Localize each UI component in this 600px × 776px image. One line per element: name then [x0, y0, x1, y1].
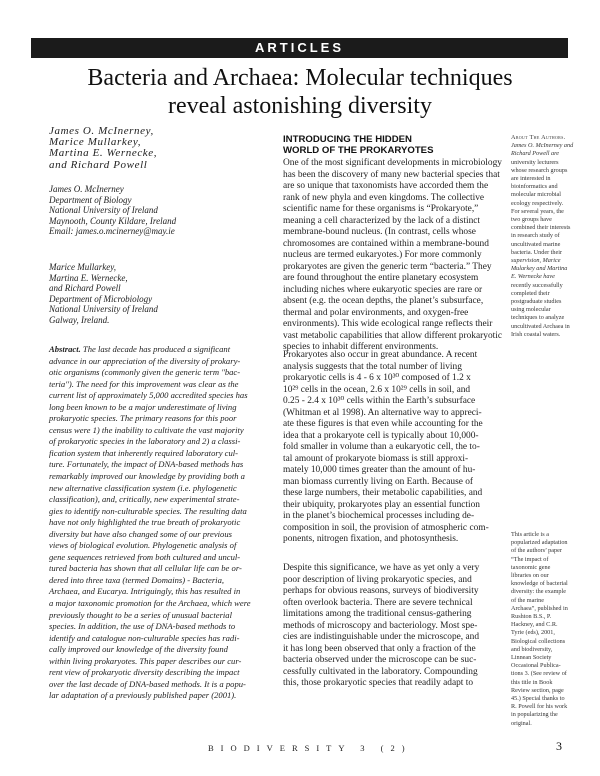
- body-line: this, those prokaryotic species that readily adapt to: [283, 678, 474, 688]
- body-line: 10²⁹ cells in the ocean, 2.6 x 10²⁹ cells in soil, and: [283, 384, 471, 395]
- abstract-line: ture. Fortunately, the impact of DNA-based methods has: [49, 459, 244, 470]
- source-line: tions 3. (See review of: [511, 670, 567, 678]
- abstract-line: current list of approximately 5,000 accredited species has: [49, 390, 248, 401]
- about-line: uncultivated Archaea in: [511, 322, 570, 330]
- email-address[interactable]: Email: james.o.mcinerney@may.ie: [49, 226, 175, 237]
- body-line: chromosomes are contained within a membrane-bound: [283, 238, 489, 249]
- abstract-line: long been known to be a major underestimate of living: [49, 401, 237, 412]
- abstract-line: have not only highlighted the true breath of prokaryotic: [49, 517, 241, 528]
- body-line: 0.25 - 2.4 x 10³⁰ cells within the Earth’s subsurface: [283, 396, 476, 406]
- body-line: man biomass currently living on Earth. Because of: [283, 476, 474, 487]
- article-title: [40, 64, 560, 120]
- about-line: uncultivated marine: [511, 240, 561, 248]
- abstract-line: species. In addition, the use of DNA-based methods to: [49, 621, 236, 632]
- about-label: About The Authors.: [511, 134, 566, 141]
- author-line: and Richard Powell: [49, 158, 148, 171]
- abstract-line: over the last decade of DNA-based methods. It is a popu-: [49, 678, 246, 689]
- affiliation-line: James O. McInerney: [49, 184, 124, 194]
- abstract-line: views of biological evolution. Phylogenetic analysis of: [49, 540, 237, 551]
- source-line: 45.) Special thanks to: [511, 695, 565, 703]
- source-line: Archaea”, published in: [511, 604, 568, 612]
- about-line: are interested in: [511, 175, 551, 183]
- abstract-line: Archaea, and Eucarya. Intriguingly, this has resulted in: [49, 586, 241, 597]
- abstract-line: of prokaryotic species in the laboratory and 2) a classi-: [49, 436, 241, 447]
- affiliation-line: Department of Microbiology: [49, 293, 153, 304]
- heading-line: INTRODUCING THE HIDDEN: [283, 134, 412, 145]
- source-line: knowledge of bacterial: [511, 580, 568, 588]
- body-paragraph-2: [283, 350, 505, 546]
- abstract-line: prokaryotic species. The primary reasons for this poor: [49, 413, 237, 424]
- author-list: [49, 126, 263, 171]
- about-the-authors-sidebar: [511, 134, 579, 339]
- body-line: mately 10,000 times greater than the amount of hu-: [283, 465, 476, 475]
- body-line: absent (e.g. the ocean depths, the planet’s subsurface,: [283, 296, 484, 306]
- source-line: “The impact of: [511, 555, 549, 563]
- source-line: and biodiversity,: [511, 645, 553, 653]
- body-line: their ubiquity, prokaryotes play an essential function: [283, 499, 480, 510]
- about-line: combined their interests: [511, 224, 571, 232]
- body-line: rank of new phyla and even kingdoms. The collective: [283, 192, 485, 203]
- source-line: Linnean Society: [511, 654, 552, 662]
- abstract-line: within living prokaryotes. This paper describes our cur-: [49, 655, 242, 666]
- affiliation-line: National University of Ireland: [49, 304, 158, 315]
- abstract-label: Abstract.: [49, 344, 81, 354]
- source-line: of the marine: [511, 596, 544, 604]
- body-line: these large numbers, their metabolic capabilities, and: [283, 488, 483, 498]
- about-line: postgraduate studies: [511, 298, 562, 306]
- affiliation-line: National University of Ireland: [49, 205, 158, 216]
- about-line: molecular microbial: [511, 191, 561, 199]
- body-line: species to inhabit different environments.: [283, 342, 439, 352]
- source-line: taxonomic gene: [511, 563, 551, 571]
- source-line: Review section, page: [511, 686, 564, 694]
- about-line: Irish coastal waters.: [511, 330, 561, 338]
- abstract-line: gies to identify non-culturable species. The resulting data: [49, 505, 247, 516]
- about-line: James O. McInerney and: [511, 142, 574, 150]
- about-line: two groups have: [511, 216, 552, 224]
- about-line: bacteria. Under their: [511, 248, 563, 256]
- body-line: in the planet’s biochemical processes including de-: [283, 511, 475, 521]
- body-line: methods of microscopy and bacteriology. Most spe-: [283, 620, 478, 631]
- body-line: Prokaryotes also occur in great abundance. A recent: [283, 350, 478, 360]
- body-line: including niches where eukaryotic species are rare or: [283, 284, 483, 295]
- body-line: has been the discovery of many new bacterial species that: [283, 169, 500, 180]
- body-line: limitations among the traditional census-gathering: [283, 609, 472, 619]
- source-line: libraries on our: [511, 572, 549, 580]
- abstract-line: cally improved our knowledge of the diversity found: [49, 644, 228, 655]
- about-line: E. Wernecke have: [511, 273, 555, 281]
- abstract-line: census were 1) the inability to cultivate the vast majority: [49, 424, 244, 435]
- abstract-line: gene sequences retrieved from both cultured and uncul-: [49, 551, 241, 562]
- abstract-text: The last decade has produced a significant: [80, 344, 231, 354]
- body-paragraph-3: [283, 563, 505, 690]
- body-line: often overlook bacteria. There are severe technical: [283, 597, 473, 608]
- page-number: 3: [556, 739, 562, 753]
- affiliation-line: Galway, Ireland.: [49, 314, 110, 325]
- about-line: For several years, the: [511, 207, 564, 215]
- abstract-line: rent view of prokaryotic diversity describing the impact: [49, 667, 240, 678]
- source-line: This article is a: [511, 531, 549, 538]
- source-line: in popularizing the: [511, 711, 558, 719]
- body-line: prokaryotic cells is 4 - 6 x 10³⁰ composed of 1.2 x: [283, 373, 471, 383]
- affiliation-line: Marice Mullarkey,: [49, 262, 116, 272]
- body-line: tal amount of prokaryote biomass is still approxi-: [283, 453, 469, 464]
- abstract-line: new alternative classification system (i.e. phylogenetic: [49, 482, 237, 493]
- section-heading: [283, 134, 503, 156]
- about-line: Richard Powell are: [511, 150, 560, 158]
- about-line: ecology respectively.: [511, 199, 564, 207]
- body-line: (Whitman et al 1998). An alternative way to appreci-: [283, 407, 482, 418]
- body-line: vast metabolic capabilities that allow different prokaryotic: [283, 330, 503, 341]
- body-line: are so unique that taxonomists have accorded them the: [283, 181, 489, 191]
- source-line: Occasional Publica-: [511, 662, 561, 670]
- abstract-line: remarkably improved our knowledge by providing both a: [49, 471, 245, 482]
- abstract-line: tured bacteria has shown that all cellular life can be or-: [49, 563, 242, 574]
- source-line: original.: [511, 719, 532, 727]
- abstract-line: [49, 344, 267, 356]
- source-line: Tyrie (eds), 2001,: [511, 629, 555, 637]
- affiliation-maynooth: [49, 184, 263, 237]
- source-line: this title in Book: [511, 678, 553, 686]
- heading-line: WORLD OF THE PROKARYOTES: [283, 145, 434, 156]
- body-line: perhaps for obvious reasons, surveys of biodiversity: [283, 586, 479, 596]
- affiliation-line: Martina E. Wernecke,: [49, 272, 128, 283]
- about-line: whose research groups: [511, 166, 568, 174]
- about-line: using molecular: [511, 306, 551, 314]
- source-line: Rushton B.S., P.: [511, 613, 552, 621]
- body-line: poor description of living prokaryotic species, and: [283, 574, 472, 585]
- about-line: recently successfully: [511, 281, 563, 289]
- about-line: techniques to analyze: [511, 314, 565, 322]
- abstract: [49, 344, 267, 702]
- body-line: bacteria observed under the microscope can be suc-: [283, 655, 477, 665]
- body-line: analysis suggests that the total number of living: [283, 361, 462, 372]
- abstract-line: otic organisms (commonly given the generic term "bac-: [49, 367, 241, 378]
- abstract-line: dered into three taxa (termed Domains) - Bacteria,: [49, 574, 225, 585]
- body-line: it has long been observed that only a fraction of the: [283, 643, 476, 654]
- abstract-line: lar adaptation of a previously published paper (2001).: [49, 690, 237, 701]
- body-line: Despite this significance, we have as yet only a very: [283, 563, 480, 573]
- source-line: Biological collections: [511, 637, 566, 645]
- source-line: R. Powell for his work: [511, 703, 568, 711]
- body-line: idea that a prokaryote cell is typically about 10,000-: [283, 430, 479, 441]
- source-line: of the authors’ paper: [511, 547, 562, 555]
- body-line: cies are indistinguishable under the microscope, and: [283, 632, 480, 642]
- about-line: Mularkey and Martina: [511, 265, 568, 273]
- affiliation-galway: [49, 262, 263, 326]
- body-line: are found throughout the entire planetary ecosystem: [283, 273, 479, 283]
- body-line: environments). This wide ecological range reflects their: [283, 319, 493, 329]
- body-line: meaning a cell characterized by the lack of a distinct: [283, 215, 481, 226]
- body-line: composition in soil, the provision of atmospheric com-: [283, 522, 489, 533]
- about-line: in research study of: [511, 232, 560, 240]
- about-line: university lecturers: [511, 158, 559, 166]
- body-paragraph-1: [283, 158, 505, 354]
- abstract-line: a major taxonomic promotion for the Archaea, which were: [49, 598, 251, 609]
- body-line: prokaryotes are given the generic term “bacteria.” They: [283, 261, 492, 272]
- body-line: cessfully cultivated in the laboratory. Compounding: [283, 666, 478, 677]
- source-note-sidebar: [511, 531, 579, 728]
- body-line: One of the most significant developments in microbiology: [283, 158, 502, 168]
- title-line: Bacteria and Archaea: Molecular techniques: [87, 65, 513, 91]
- affiliation-line: and Richard Powell: [49, 283, 121, 294]
- abstract-line: fication system that inherently required laboratory cul-: [49, 447, 239, 458]
- abstract-line: classification), and, critically, new experimental strate-: [49, 494, 240, 505]
- affiliation-line: Maynooth, County Kildare, Ireland: [49, 215, 177, 226]
- body-line: scientific name for these organisms is “Prokaryote,”: [283, 204, 479, 214]
- journal-footer: BIODIVERSITY 3 (2): [208, 743, 412, 753]
- body-line: nucleus are termed eukaryotes.) For more commonly: [283, 250, 482, 260]
- body-line: ponents, nitrogen fixation, and photosynthesis.: [283, 534, 459, 544]
- about-line: bioinformatics and: [511, 183, 558, 191]
- abstract-line: previously thought to be a series of unusual bacterial: [49, 609, 232, 620]
- body-line: fold smaller in volume than a eukaryotic cell, the to-: [283, 442, 480, 452]
- source-line: popularized adaptation: [511, 539, 568, 547]
- source-line: Hackney, and C.R.: [511, 621, 558, 629]
- abstract-line: advance in our appreciation of the diversity of prokary-: [49, 355, 241, 366]
- abstract-line: identify and catalogue non-culturable species has radi-: [49, 632, 240, 643]
- source-line: diversity: the example: [511, 588, 566, 596]
- author-line: James O. McInerney,: [49, 125, 154, 137]
- abstract-line: diversity but have also changed some of our previous: [49, 528, 232, 539]
- abstract-line: teria"). The need for this improvement was clear as the: [49, 378, 239, 389]
- section-banner: ARTICLES: [31, 38, 568, 58]
- body-line: ate these figures is that even while accounting for the: [283, 419, 483, 429]
- author-line: Marice Mullarkey,: [49, 136, 142, 149]
- body-line: membrane-bound nucleus. (In contrast, cells whose: [283, 227, 476, 237]
- affiliation-line: Department of Biology: [49, 194, 132, 205]
- body-line: thermal and polar environments, and oxygen-free: [283, 307, 469, 318]
- about-line: supervision, Marice: [511, 257, 561, 265]
- title-line: reveal astonishing diversity: [168, 93, 432, 119]
- author-line: Martina E. Wernecke,: [49, 147, 158, 160]
- about-line: completed their: [511, 289, 550, 297]
